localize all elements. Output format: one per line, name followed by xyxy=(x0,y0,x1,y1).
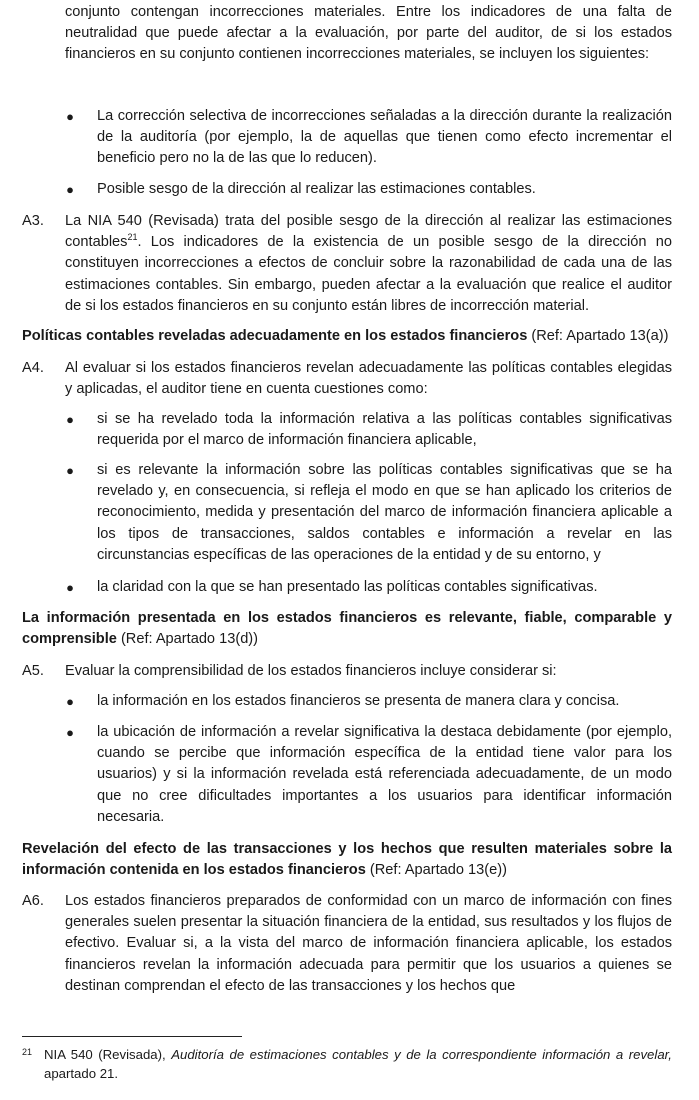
paragraph-a5: Evaluar la comprensibilidad de los estados financieros incluye considerar si: xyxy=(65,663,557,679)
section-heading-title: Políticas contables reveladas adecuadamente en los estados financieros xyxy=(22,328,528,344)
footnote-reference[interactable]: 21 xyxy=(127,232,138,243)
footnote-separator xyxy=(22,1036,242,1037)
footnote-text-plain: NIA 540 (Revisada), xyxy=(44,1047,172,1062)
bullet-icon: ● xyxy=(66,725,74,740)
paragraph-number: A5. xyxy=(22,663,44,679)
bullet-icon: ● xyxy=(66,463,74,478)
section-heading-ref: (Ref: Apartado 13(d)) xyxy=(116,631,259,648)
section-heading-ref: (Ref: Apartado 13(e)) xyxy=(365,862,507,879)
paragraph-number: A6. xyxy=(22,893,44,909)
bullet-icon: ● xyxy=(66,109,74,124)
paragraph-a3 xyxy=(65,211,672,317)
footnote-text-end: apartado 21. xyxy=(44,1066,119,1081)
list-item-text: si se ha revelado toda la información relativa a las políticas contables significativas requerida por el marco de información financiera aplicable, xyxy=(97,411,672,449)
footnote-text xyxy=(44,1045,672,1083)
list-item-text: Posible sesgo de la dirección al realizar las estimaciones contables. xyxy=(97,181,536,197)
paragraph-a6: Los estados financieros preparados de conformidad con un marco de información con fines generales suelen presentar la situación financiera de la entidad, sus resultados y los flujos de efectivo. Evaluar si, a la vista del marco de información financiera aplicable, los estados financieros revelan la información adecuada para permitir que los usuarios a quienes se destinan comprendan el efecto de las transacciones y los hechos que xyxy=(65,893,672,994)
section-heading xyxy=(22,839,672,881)
bullet-icon: ● xyxy=(66,694,74,709)
paragraph-a4: Al evaluar si los estados financieros revelan adecuadamente las políticas contables elegidas y aplicadas, el auditor tiene en cuenta cuestiones como: xyxy=(65,360,672,398)
section-heading xyxy=(22,608,672,650)
list-item-text: la claridad con la que se han presentado las políticas contables significativas. xyxy=(97,579,598,595)
a3-text-after: . Los indicadores de la existencia de un posible sesgo de la dirección no constituyen incorrecciones a efectos de concluir sobre la razonabilidad de cada una de las estimaciones contables. Sin embargo, pueden afectar a la evaluación que realice el auditor de si los estados financieros en su conjunto están libres de incorrección material. xyxy=(65,234,672,314)
list-item-text: si es relevante la información sobre las políticas contables significativas que se ha revelado y, en consecuencia, si refleja el modo en que se han aplicado los criterios de reconocimiento, medida y presentación del marco de información financiera aplicable a los tipos de transacciones, saldos contables e información a revelar en las circunstancias específicas de las operaciones de la entidad y de su entorno, y xyxy=(97,462,672,563)
list-item-text: la información en los estados financieros se presenta de manera clara y concisa. xyxy=(97,693,620,709)
section-heading-title: Revelación del efecto de las transacciones y los hechos que resulten materiales sobre la información contenida en los estados financieros xyxy=(22,841,672,879)
paragraph-number: A4. xyxy=(22,360,44,376)
a3-text-before: La NIA 540 (Revisada) trata del posible sesgo de la dirección al realizar las estimaciones contables xyxy=(65,213,672,251)
section-heading-ref: (Ref: Apartado 13(a)) xyxy=(527,328,669,344)
footnote-number: 21 xyxy=(22,1047,33,1057)
footnote-text-italic: Auditoría de estimaciones contables y de la correspondiente información a revelar, xyxy=(171,1047,672,1062)
list-item-text: La corrección selectiva de incorrecciones señaladas a la dirección durante la realización de la auditoría (por ejemplo, la de aquellas que tienen como efecto incrementar el beneficio pero no la de las que lo reducen). xyxy=(97,108,672,167)
bullet-icon: ● xyxy=(66,182,74,197)
bullet-icon: ● xyxy=(66,412,74,427)
intro-paragraph: conjunto contengan incorrecciones materiales. Entre los indicadores de una falta de neutralidad que puede afectar a la evaluación, por parte del auditor, de si los estados financieros en su conjunto contienen incorrecciones materiales, se incluyen los siguientes: xyxy=(65,4,672,63)
section-heading-title: La información presentada en los estados financieros es relevante, fiable, comparable y comprensible xyxy=(22,610,672,648)
section-heading xyxy=(22,326,672,347)
list-item-text: la ubicación de información a revelar significativa la destaca debidamente (por ejemplo, cuando se percibe que información específica de la entidad tiene valor para los usuarios) y si la información revelada está referenciada adecuadamente, de un modo que no cree dificultades importantes a los usuarios para identificar información necesaria. xyxy=(97,724,672,825)
paragraph-number: A3. xyxy=(22,213,44,229)
bullet-icon: ● xyxy=(66,580,74,595)
